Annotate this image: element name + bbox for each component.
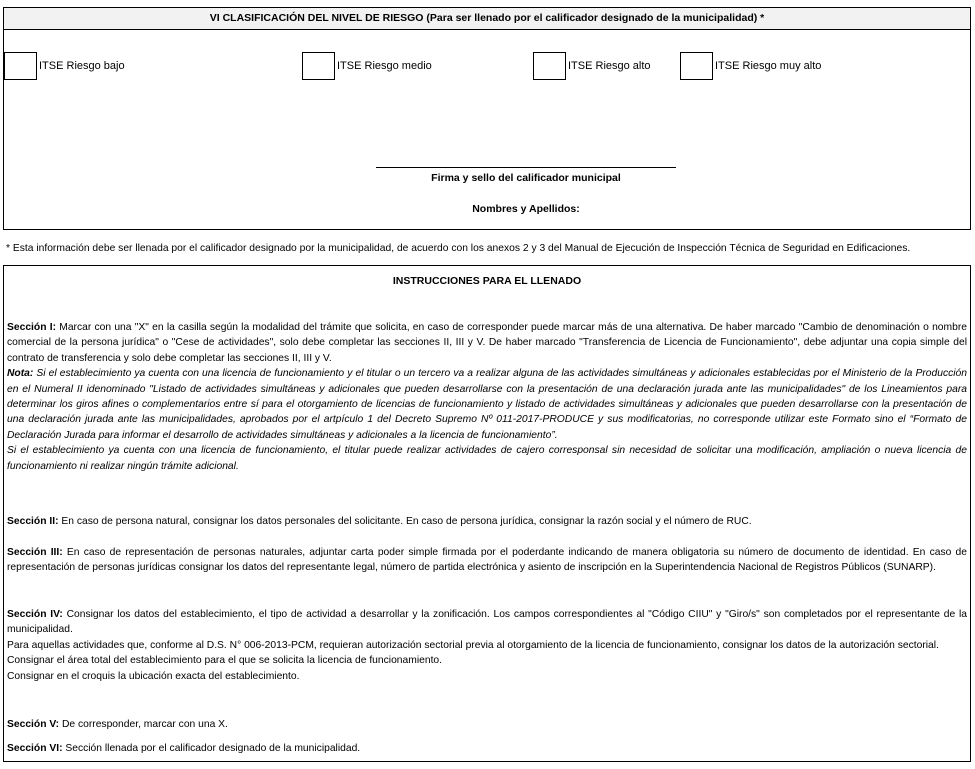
names-label: Nombres y Apellidos: xyxy=(472,203,580,215)
section-v-text: De corresponder, marcar con una X. xyxy=(59,719,228,730)
note-heading: Nota: xyxy=(7,368,34,380)
risk-section-header: VI CLASIFICACIÓN DEL NIVEL DE RIESGO (Para ser llenado por el calificador designado de la municipalidad) * xyxy=(4,8,970,30)
option-label: ITSE Riesgo medio xyxy=(337,60,432,72)
section-vi-instructions xyxy=(7,741,967,756)
section-i-heading: Sección I: xyxy=(7,322,57,333)
section-iii-heading: Sección III: xyxy=(7,547,63,558)
option-riesgo-bajo[interactable] xyxy=(4,51,125,81)
option-riesgo-alto[interactable] xyxy=(533,51,651,81)
section-ii-instructions xyxy=(7,514,967,529)
signature-label: Firma y sello del calificador municipal xyxy=(431,172,621,184)
section-iv-instructions xyxy=(7,607,967,684)
option-label: ITSE Riesgo bajo xyxy=(39,60,125,72)
option-riesgo-muy-alto[interactable] xyxy=(680,51,821,81)
option-label: ITSE Riesgo alto xyxy=(568,60,651,72)
section-iii-text: En caso de representación de personas naturales, adjuntar carta poder simple firmada por el poderdante indicando de manera obligatoria su número de documento de identidad. En caso de representación de personas jurídicas consignar los datos del representante legal, número de partida electrónica y asiento de inscripción en la Superintendencia Nacional de Registros Públicos (SUNARP). xyxy=(7,547,967,574)
section-i-instructions xyxy=(7,320,967,474)
section-iii-instructions xyxy=(7,545,967,576)
note-text: Si el establecimiento ya cuenta con una licencia de funcionamiento y el titular o un tercero va a realizar alguna de las actividades simultáneas y adicionales establecidas por el Ministerio de la Producción en el Numeral II idenominado "Listado de actividades simultáneas y adicionales que pueden desarrollarse con la presentación de una declaración jurada ante las municipalidades" de los Lineamientos para determinar los giros afines o complementarios entre sí para el otorgamiento de licencias de funcionamiento y listado de actividades simultáneas y adicionales que pueden desarrollarse con la presentación de una declaración jurada ante las municipalidades, aprobados por el artpículo 1 del Decreto Supremo Nº 011-2017-PRODUCE y sus modificatorias, no corresponde utilizar este Formato sino el “Formato de Declaración Jurada para informar el desarrollo de actividades simultáneas y adicionales a la licencia de funcionamiento”. xyxy=(7,368,967,441)
section-i-text: Marcar con una "X" en la casilla según la modalidad del trámite que solicita, en caso de corresponder puede marcar más de una alternativa. De haber marcado "Cambio de denominación o nombre comercial de la persona jurídica" o "Cese de actividades", solo debe completar las secciones II, III y V. De haber marcado "Transferencia de Licencia de Funcionamiento", debe adjuntar una copia simple del contrato de transferencia y solo debe completar las secciones II, III y V. xyxy=(7,322,967,364)
section-iv-text-3: Consignar el área total del establecimiento para el que se solicita la licencia de funcionamiento. xyxy=(7,655,443,667)
section-vi-heading: Sección VI: xyxy=(7,743,63,754)
option-riesgo-medio[interactable] xyxy=(302,51,432,81)
section-iv-text-4: Consignar en el croquis la ubicación exacta del establecimiento. xyxy=(7,670,300,682)
section-v-heading: Sección V: xyxy=(7,719,60,730)
checkbox-riesgo-medio[interactable] xyxy=(302,52,335,80)
risk-classification-section xyxy=(3,7,971,230)
note-text-2: Si el establecimiento ya cuenta con una licencia de funcionamiento, el titular puede realizar actividades de cajero corresponsal sin necesidad de solicitar una modificación, ampliación o nueva licencia de funcionamiento ni realizar ningún trámite adicional. xyxy=(7,445,967,472)
section-iv-text-2: Para aquellas actividades que, conforme al D.S. N° 006-2013-PCM, requieran autorización sectorial previa al otorgamiento de la licencia de funcionamiento, consignar los datos de la autorización sectorial. xyxy=(7,639,939,651)
option-label: ITSE Riesgo muy alto xyxy=(715,60,822,72)
instructions-title: INSTRUCCIONES PARA EL LLENADO xyxy=(392,275,582,287)
checkbox-riesgo-muy-alto[interactable] xyxy=(680,52,713,80)
checkbox-riesgo-bajo[interactable] xyxy=(4,52,37,80)
footnote: * Esta información debe ser llenada por el calificador designado por la municipalidad, de acuerdo con los anexos 2 y 3 del Manual de Ejecución de Inspección Técnica de Seguridad en Edificaciones. xyxy=(6,243,911,254)
section-ii-heading: Sección II: xyxy=(7,516,59,527)
instructions-section xyxy=(3,265,971,762)
section-iv-text: Consignar los datos del establecimiento, el tipo de actividad a desarrollar y la zonificación. Los campos correspondientes al "Código CIIU" y "Giro/s" son completados por el representante de la municipalidad. xyxy=(7,609,967,636)
section-vi-text: Sección llenada por el calificador designado de la municipalidad. xyxy=(62,743,361,754)
section-ii-text: En caso de persona natural, consignar los datos personales del solicitante. En caso de persona jurídica, consignar la razón social y el número de RUC. xyxy=(58,516,752,527)
checkbox-riesgo-alto[interactable] xyxy=(533,52,566,80)
signature-line[interactable] xyxy=(376,167,676,168)
section-v-instructions xyxy=(7,717,967,732)
section-iv-heading: Sección IV: xyxy=(7,609,63,620)
